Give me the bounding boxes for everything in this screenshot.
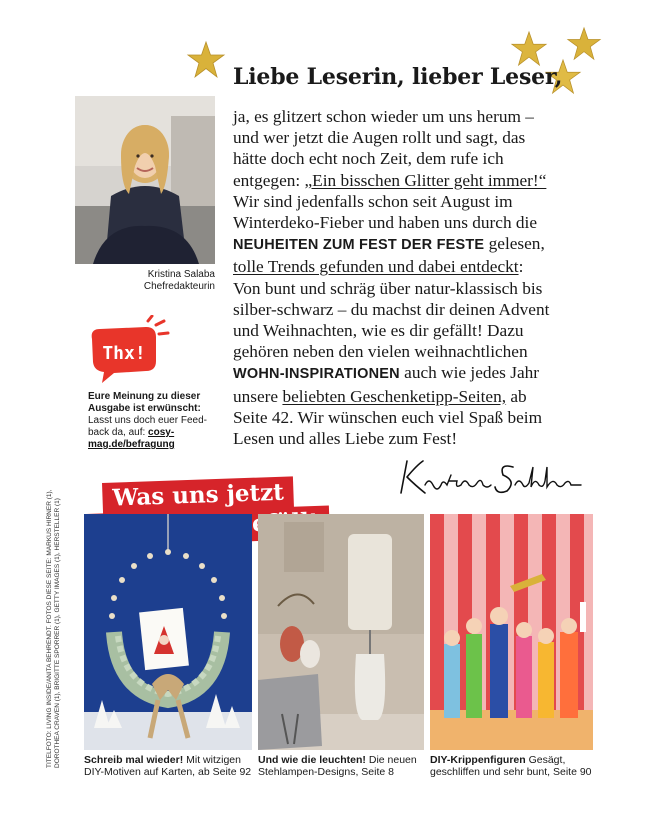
letter-text: Winterdeko-Fieber und haben uns durch die: [233, 213, 538, 233]
editor-name: Kristina Salaba: [147, 269, 215, 280]
letter-text: unsere: [233, 386, 283, 406]
letter-text: hätte doch echt noch Zeit, dem rufe ich: [233, 149, 504, 169]
feature-photo-nativity: [430, 514, 593, 750]
letter-text: entgegen:: [233, 170, 305, 190]
letter-underlined: beliebten Geschenketipp-Seiten,: [282, 386, 507, 406]
editor-signature: [395, 455, 585, 499]
editor-role: Chefredakteurin: [143, 281, 215, 292]
feedback-link[interactable]: cosy-mag.de/befragung: [88, 427, 175, 450]
feature-caption-text: Mit witzigen DIY-Motiven auf Karten, ab Seite 92: [84, 754, 252, 778]
letter-body: [233, 106, 653, 449]
feedback-body: Lasst uns doch euer Feed-back da, auf:: [88, 415, 207, 438]
gold-star-icon: [186, 40, 226, 80]
letter-text: gelesen,: [484, 234, 545, 254]
letter-highlight: NEUHEITEN ZUM FEST DER FESTE: [233, 237, 485, 254]
thx-speech-bubble: [88, 315, 180, 387]
letter-text: Lesen und alles Liebe zum Fest!: [233, 429, 458, 449]
gold-star-icon: [566, 26, 602, 62]
gold-star-icon: [510, 30, 548, 68]
feature-photo-wreath: [84, 514, 252, 750]
letter-text: auch wie jedes Jahr: [399, 363, 540, 383]
feature-caption-title: Und wie die leuchten!: [258, 754, 366, 766]
feature-caption-title: Schreib mal wieder!: [84, 754, 184, 766]
feature-caption-title: DIY-Krippenfiguren: [430, 754, 526, 766]
thx-bubble-text: Thx!: [102, 343, 146, 364]
feature-caption: [258, 754, 426, 778]
letter-text: ab: [506, 386, 527, 406]
feature-caption-text: Gesägt, geschliffen und sehr bunt, Seite 90: [430, 754, 592, 778]
letter-quote: „Ein bisschen Glitter geht immer!“: [304, 170, 547, 190]
letter-text: :: [518, 257, 524, 277]
letter-highlight: WOHN-INSPIRATIONEN: [233, 366, 400, 383]
feature-caption: [430, 754, 598, 778]
letter-text: gehören neben den vielen weihnachtlichen: [233, 342, 528, 362]
letter-text: und wer jetzt die Augen rollt und sagt, das: [233, 128, 526, 148]
feature-caption: [84, 754, 256, 778]
letter-text: Von bunt und schräg über natur-klassisch bis: [233, 278, 543, 298]
portrait-caption: [75, 269, 215, 293]
feedback-heading: Eure Meinung zu dieser Ausgabe ist erwünscht:: [88, 391, 201, 414]
letter-text: ja, es glitzert schon wieder um uns herum –: [233, 107, 534, 126]
feedback-note: [88, 391, 216, 451]
editor-portrait: [75, 96, 215, 264]
letter-text: Seite 42. Wir wünschen euch viel Spaß beim: [233, 407, 543, 427]
letter-headline: Liebe Leserin, lieber Leser,: [233, 64, 563, 90]
feature-photo-lamp: [258, 514, 424, 750]
letter-text: silber-schwarz – du machst dir deinen Advent: [233, 299, 550, 319]
feature-banner-line-1: Was uns jetzt: [102, 476, 294, 516]
photo-credits: TITELFOTO: LIVING INSIDE/ANITA BEHRENDT. FOTOS DIESE SEITE: MARKUS HIRNER (1), DOROTHEA CRAVEN (1), BRIGITTE SPORRER (1), GETTY IMAGES (1), HERSTELLER (1): [46, 489, 61, 768]
feature-caption-text: Die neuen Stehlampen-Designs, Seite 8: [258, 754, 417, 778]
letter-underlined: tolle Trends gefunden und dabei entdeckt: [233, 257, 519, 277]
letter-text: Wir sind jedenfalls schon seit August im: [233, 191, 513, 211]
letter-text: und Weihnachten, wie es dir gefällt! Dazu: [233, 321, 524, 341]
